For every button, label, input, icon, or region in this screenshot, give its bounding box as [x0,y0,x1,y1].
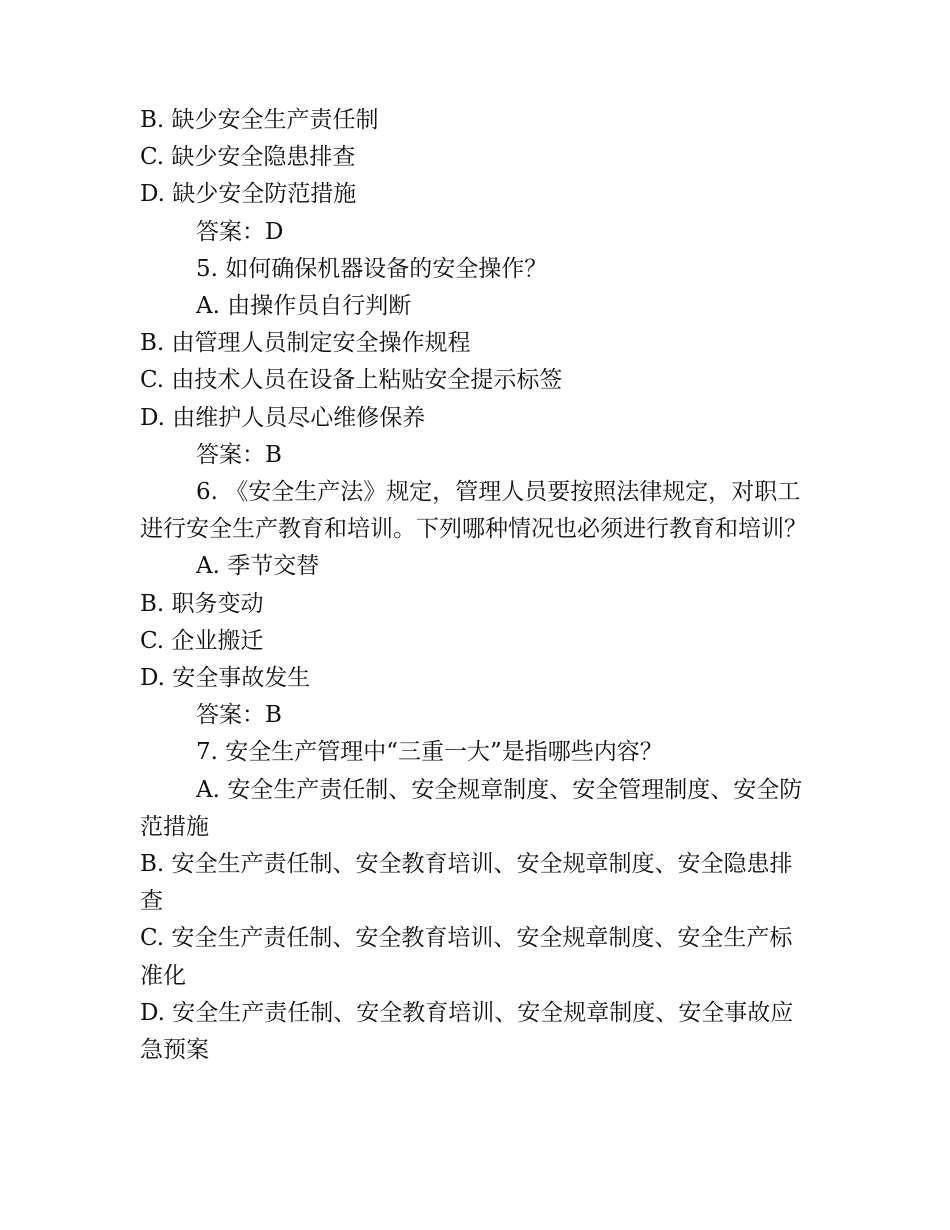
option-b-q5: B. 由管理人员制定安全操作规程 [140,330,471,357]
option-b-q6: B. 职务变动 [140,590,264,617]
option-d-q6: D. 安全事故发生 [140,665,311,692]
question-5: 5. 如何确保机器设备的安全操作？ [196,255,548,282]
answer-q5: 答案：B [196,441,282,468]
option-c-q7: C. 安全生产责任制、安全教育培训、安全规章制度、安全生产标准化 [140,925,793,989]
option-a-q5: A. 由操作员自行判断 [196,293,412,320]
answer-q6: 答案：B [196,702,282,729]
answer-q4: 答案：D [196,218,284,245]
option-b-q4: B. 缺少安全生产责任制 [140,107,379,133]
question-7: 7. 安全生产管理中“三重一大”是指哪些内容？ [196,739,663,766]
option-d-q7: D. 安全生产责任制、安全教育培训、安全规章制度、安全事故应急预案 [140,999,794,1064]
question-6: 6. 《安全生产法》规定，管理人员要按照法律规定，对职工进行安全生产教育和培训。下列哪种情况也必须进行教育和培训？ [140,479,807,543]
document-body [140,102,810,1069]
option-a-q7: A. 安全生产责任制、安全规章制度、安全管理制度、安全防范措施 [140,776,803,840]
option-c-q6: C. 企业搬迁 [140,627,264,654]
option-d-q5: D. 由维护人员尽心维修保养 [140,404,426,431]
option-b-q7: B. 安全生产责任制、安全教育培训、安全规章制度、安全隐患排查 [140,851,793,915]
option-d-q4: D. 缺少安全防范措施 [140,181,357,208]
option-c-q5: C. 由技术人员在设备上粘贴安全提示标签 [140,367,563,394]
option-a-q6: A. 季节交替 [196,553,320,580]
option-c-q4: C. 缺少安全隐患排查 [140,144,356,171]
